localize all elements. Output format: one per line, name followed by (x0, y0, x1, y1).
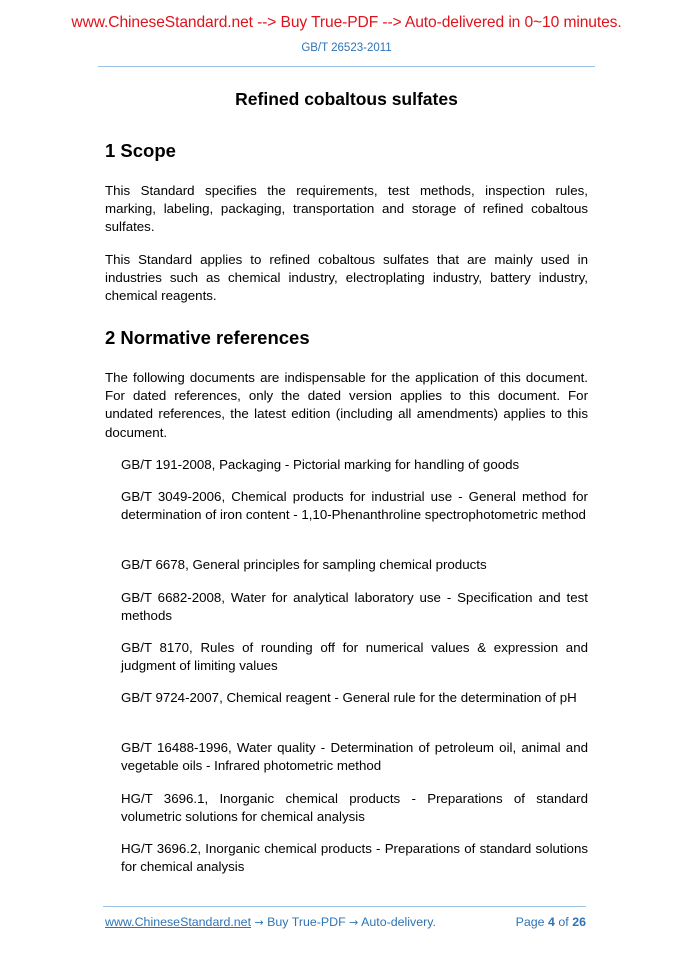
footer-site-link[interactable]: www.ChineseStandard.net (105, 915, 252, 929)
scope-paragraph-1: This Standard specifies the requirements, test methods, inspection rules, marking, labeling, packaging, transportation and storage of refined cobaltous sulfates. (105, 183, 588, 235)
reference-item: HG/T 3696.1, Inorganic chemical products - Preparations of standard volumetric solutions for chemical analysis (121, 791, 588, 825)
section-heading-normative-references: 2 Normative references (105, 327, 310, 348)
reference-item: GB/T 6682-2008, Water for analytical laboratory use - Specification and test methods (121, 590, 588, 624)
reference-item: GB/T 6678, General principles for sampling chemical products (121, 557, 487, 572)
footer (105, 915, 586, 929)
footer-delivery-text: Auto-delivery. (361, 915, 436, 929)
footer-buy-text: Buy True-PDF (267, 915, 346, 929)
footer-divider (103, 906, 586, 907)
reference-item: GB/T 191-2008, Packaging - Pictorial marking for handling of goods (121, 457, 520, 472)
page-of-label: of (558, 915, 569, 929)
page-current: 4 (548, 915, 555, 929)
document-title: Refined cobaltous sulfates (235, 89, 458, 109)
arrow-right-icon: → (349, 916, 359, 929)
reference-item: GB/T 3049-2006, Chemical products for industrial use - General method for determination of iron content - 1,10-Phenanthroline spectrophotometric method (121, 489, 588, 523)
page-total: 26 (572, 915, 586, 929)
section-heading-scope: 1 Scope (105, 140, 176, 161)
promo-banner[interactable]: www.ChineseStandard.net --> Buy True-PDF --> Auto-delivered in 0~10 minutes. (71, 14, 622, 31)
normative-intro-paragraph: The following documents are indispensable for the application of this document. For dated references, only the dated version applies to this document. For undated references, the latest edition (including all amendments) applies to this document. (105, 370, 588, 440)
reference-item: HG/T 3696.2, Inorganic chemical products - Preparations of standard solutions for chemical analysis (121, 841, 588, 875)
header-divider (98, 66, 595, 67)
arrow-right-icon: → (254, 916, 264, 929)
document-code: GB/T 26523-2011 (301, 42, 392, 54)
reference-item: GB/T 16488-1996, Water quality - Determination of petroleum oil, animal and vegetable oils - Infrared photometric method (121, 740, 588, 774)
reference-item: GB/T 9724-2007, Chemical reagent - General rule for the determination of pH (121, 690, 577, 705)
scope-paragraph-2: This Standard applies to refined cobaltous sulfates that are mainly used in industries such as chemical industry, electroplating industry, battery industry, chemical reagents. (105, 252, 588, 304)
page-indicator (516, 915, 586, 929)
page-label: Page (515, 915, 545, 929)
reference-item: GB/T 8170, Rules of rounding off for numerical values & expression and judgment of limiting values (121, 640, 588, 674)
